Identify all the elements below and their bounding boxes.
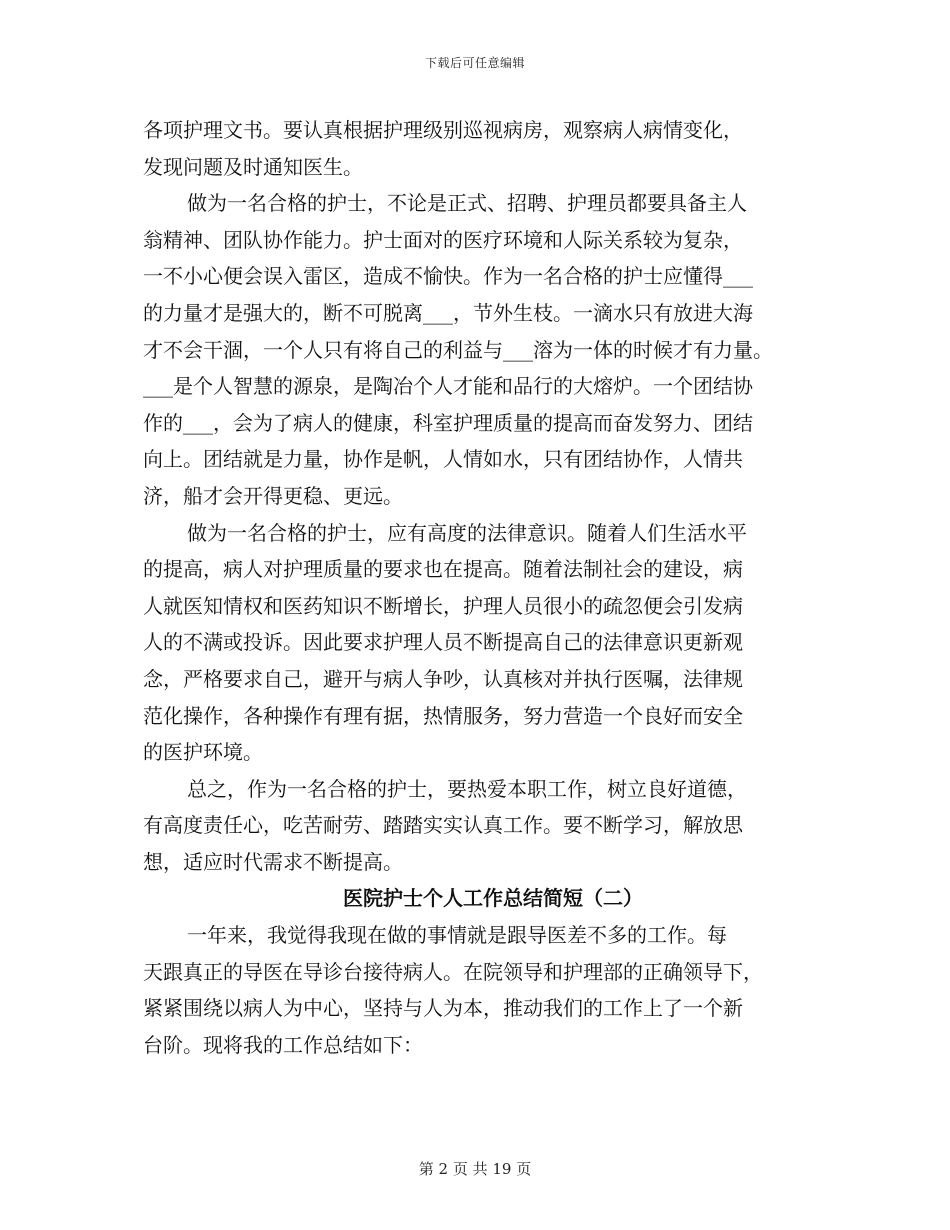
paragraph-line: 的医护环境。 xyxy=(143,740,263,765)
paragraph-line: 人就医知情权和医药知识不断增长，护理人员很小的疏忽便会引发病 xyxy=(143,593,743,618)
section-title: 医院护士个人工作总结简短（二） xyxy=(343,886,643,911)
paragraph-line: 做为一名合格的护士，应有高度的法律意识。随着人们生活水平 xyxy=(187,520,747,545)
paragraph-line: 发现问题及时通知医生。 xyxy=(143,154,363,179)
document-body xyxy=(143,112,823,1063)
paragraph-line: 紧紧围绕以病人为中心，坚持与人为本，推动我们的工作上了一个新 xyxy=(143,996,743,1021)
paragraph-line: 各项护理文书。要认真根据护理级别巡视病房，观察病人病情变化， xyxy=(143,118,743,142)
paragraph-line: 总之，作为一名合格的护士，要热爱本职工作，树立良好道德， xyxy=(187,776,747,801)
paragraph-line: 人的不满或投诉。因此要求护理人员不断提高自己的法律意识更新观 xyxy=(143,630,743,655)
paragraph-line: 的力量才是强大的，断不可脱离___，节外生枝。一滴水只有放进大海 xyxy=(143,300,753,325)
paragraph-line: 一年来，我觉得我现在做的事情就是跟导医差不多的工作。每 xyxy=(187,923,727,948)
paragraph-line: 一不小心便会误入雷区，造成不愉快。作为一名合格的护士应懂得___ xyxy=(143,264,753,289)
paragraph-line: ___是个人智慧的源泉，是陶冶个人才能和品行的大熔炉。一个团结协 xyxy=(143,374,753,399)
paragraph-line: 的提高，病人对护理质量的要求也在提高。随着法制社会的建设，病 xyxy=(143,557,743,582)
paragraph-line: 天跟真正的导医在导诊台接待病人。在院领导和护理部的正确领导下， xyxy=(143,959,763,984)
page-number-footer: 第 2 页 共 19 页 xyxy=(418,1160,532,1178)
paragraph-line: 作的___，会为了病人的健康，科室护理质量的提高而奋发努力、团结 xyxy=(143,410,753,435)
paragraph-line: 想，适应时代需求不断提高。 xyxy=(143,849,403,874)
page-header-note: 下载后可任意编辑 xyxy=(424,56,525,70)
paragraph-line: 翁精神、团队协作能力。护士面对的医疗环境和人际关系较为复杂， xyxy=(143,227,743,252)
paragraph-line: 向上。团结就是力量，协作是帆，人情如水，只有团结协作，人情共 xyxy=(143,447,743,472)
paragraph-line: 范化操作，各种操作有理有据，热情服务，努力营造一个良好而安全 xyxy=(143,703,743,728)
paragraph-line: 台阶。现将我的工作总结如下： xyxy=(143,1032,423,1057)
paragraph-line: 做为一名合格的护士，不论是正式、招聘、护理员都要具备主人 xyxy=(187,191,747,216)
paragraph-line: 念，严格要求自己，避开与病人争吵，认真核对并执行医嘱，法律规 xyxy=(143,666,743,691)
paragraph-line: 才不会干涸，一个人只有将自己的利益与___溶为一体的时候才有力量。 xyxy=(143,337,773,362)
paragraph-line: 有高度责任心，吃苦耐劳、踏踏实实认真工作。要不断学习，解放思 xyxy=(143,813,743,838)
paragraph-line: 济，船才会开得更稳、更远。 xyxy=(143,483,403,508)
